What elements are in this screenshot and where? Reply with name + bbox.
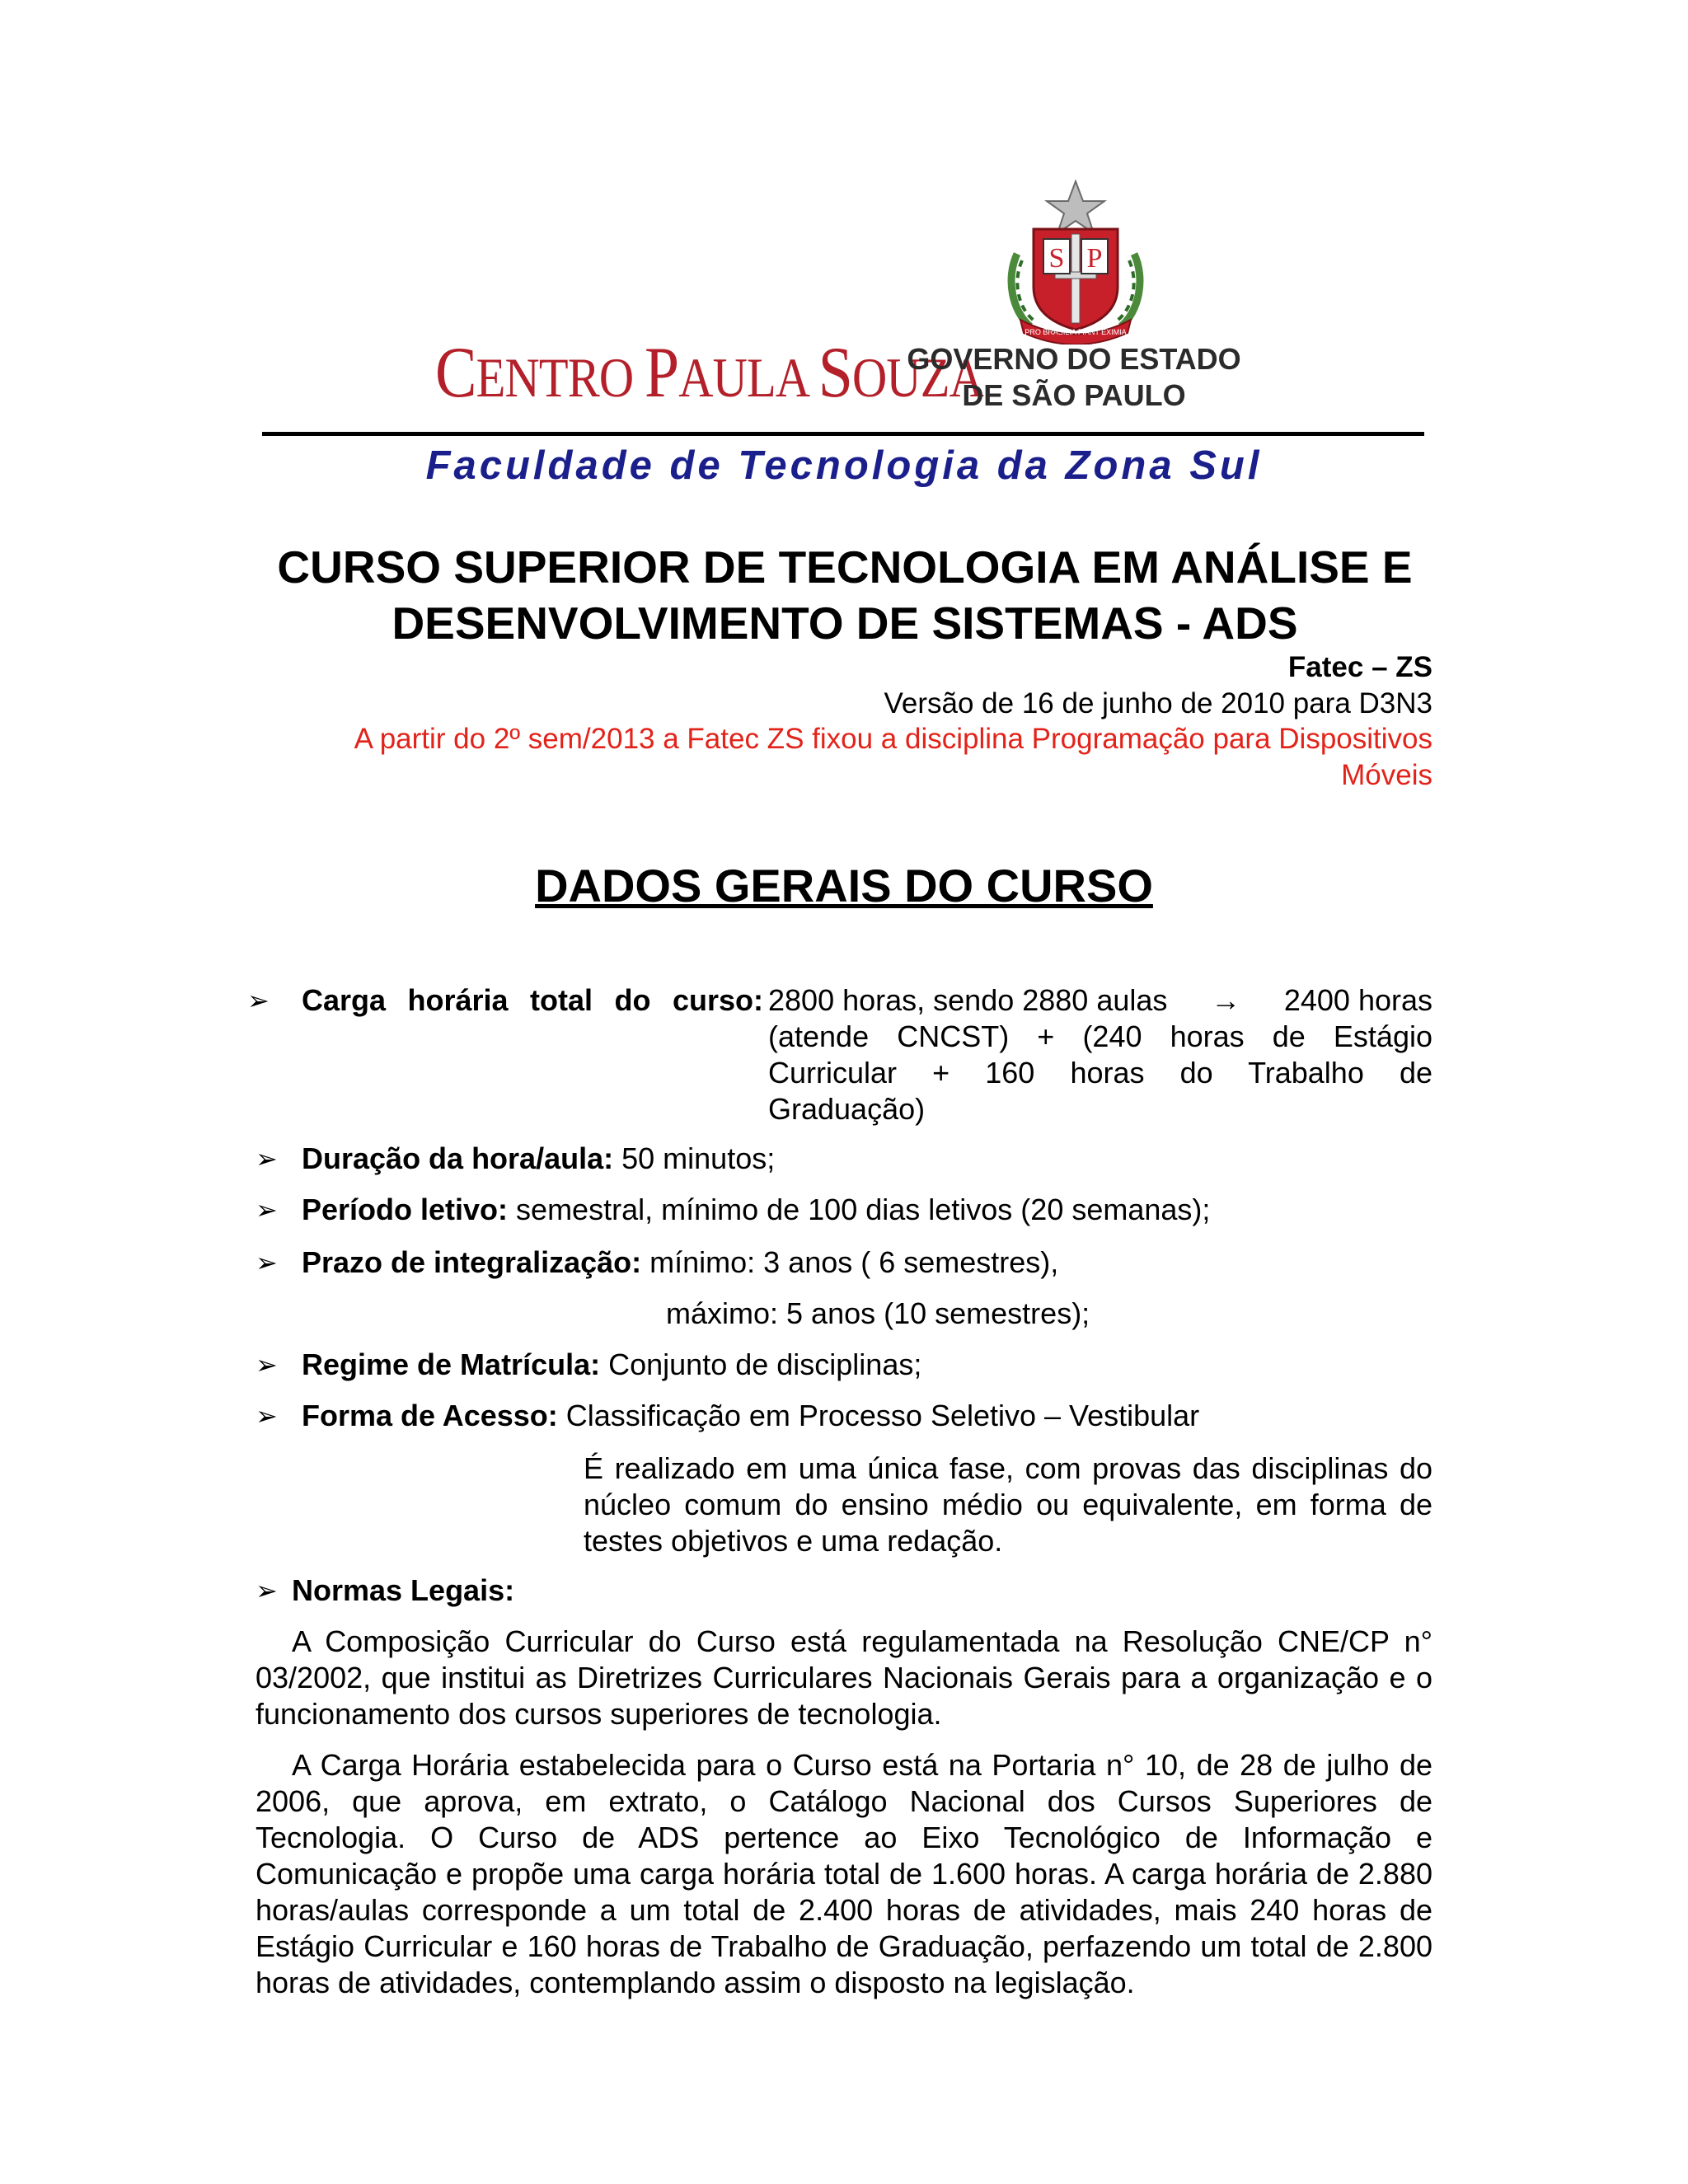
bullet-icon: ➢ [247, 986, 270, 1015]
notice-red [196, 721, 1432, 794]
prazo-value-2: máximo: 5 anos (10 semestres); [666, 1296, 1090, 1330]
bullet-icon: ➢ [256, 1248, 278, 1277]
section-title: DADOS GERAIS DO CURSO [535, 860, 1153, 912]
notice-line-2: Móveis [1341, 759, 1432, 791]
version-line: Versão de 16 de junho de 2010 para D3N3 [884, 687, 1432, 719]
bullet-icon: ➢ [256, 1195, 278, 1225]
regime-value: Conjunto de disciplinas; [608, 1347, 922, 1381]
periodo-label: Período letivo: [302, 1193, 509, 1226]
gov-line-1: GOVERNO DO ESTADO [907, 342, 1241, 376]
duracao-value: 50 minutos; [621, 1141, 776, 1175]
carga-value-rest: (atende CNCST) + (240 horas de Estágio Curricular + 160 horas do Trabalho de Graduação) [768, 1019, 1432, 1126]
forma-label: Forma de Acesso: [302, 1399, 558, 1432]
carga-value-line-1 [768, 982, 1432, 1019]
fatec-label: Fatec – ZS [1287, 651, 1432, 683]
bullet-icon: ➢ [256, 1401, 278, 1431]
course-title-line-1: CURSO SUPERIOR DE TECNOLOGIA EM ANÁLISE E [277, 541, 1413, 593]
prazo-item [302, 1244, 1058, 1281]
svg-text:P: P [1086, 243, 1103, 274]
sao-paulo-state-seal [997, 180, 1154, 344]
regime-label: Regime de Matrícula: [302, 1347, 601, 1381]
prazo-label: Prazo de integralização: [302, 1245, 642, 1279]
notice-line-1: A partir do 2º sem/2013 a Fatec ZS fixou a disciplina Programação para Dispositivos [354, 723, 1432, 755]
forma-item [302, 1398, 1199, 1434]
normas-label: Normas Legais: [292, 1573, 515, 1607]
carga-label: Carga horária total do curso: [302, 983, 763, 1017]
forma-detail: É realizado em uma única fase, com provas das disciplinas do núcleo comum do ensino médio ou equivalente, em forma de testes objetivos e uma redação. [584, 1451, 1432, 1558]
bullet-icon: ➢ [256, 1350, 278, 1380]
course-title-line-2: DESENVOLVIMENTO DE SISTEMAS - ADS [392, 598, 1298, 649]
bullet-icon: ➢ [256, 1144, 278, 1174]
governo-sp-logo-text [889, 341, 1259, 414]
centro-paula-souza-logo: CENTRO PAULA SOUZA [435, 333, 983, 413]
arrow-icon: → [1211, 983, 1241, 1017]
periodo-value: semestral, mínimo de 100 dias letivos (20 semanas); [516, 1193, 1211, 1226]
faculdade-name: Faculdade de Tecnologia da Zona Sul [425, 443, 1263, 488]
seal-star-icon [1047, 181, 1104, 233]
svg-text:S: S [1048, 243, 1065, 274]
paragraph-portaria: A Carga Horária estabelecida para o Curso está na Portaria n° 10, de 28 de julho de 2006, que aprova, em extrato, o Catálogo Nacional dos Cursos Superiores de Tecnologia. O Curso de ADS pertence ao Eixo Tecnológico de Informação e Comunicação e propõe uma carga horária total de 1.600 horas. A carga horária de 2.880 horas/aulas corresponde a um total de 2.400 horas de atividades, mais 240 horas de Estágio Curricular e 160 horas de Trabalho de Graduação, perfazendo um total de 2.800 horas de atividades, contemplando assim o disposto na legislação. [256, 1748, 1432, 1999]
carga-value-a: 2800 horas, sendo 2880 aulas [768, 983, 1168, 1017]
regime-item [302, 1347, 921, 1383]
carga-value-b: 2400 horas [1283, 983, 1432, 1017]
gov-line-2: DE SÃO PAULO [962, 378, 1186, 412]
bullet-icon: ➢ [256, 1576, 278, 1605]
periodo-item [302, 1192, 1210, 1228]
course-title [206, 539, 1484, 651]
svg-text:PRO BRASILIA FIANT EXIMIA: PRO BRASILIA FIANT EXIMIA [1025, 328, 1127, 336]
header-divider [262, 432, 1424, 436]
duracao-item [302, 1141, 775, 1177]
prazo-value: mínimo: 3 anos ( 6 semestres), [649, 1245, 1059, 1279]
forma-value: Classificação em Processo Seletivo – Vestibular [565, 1399, 1200, 1432]
duracao-label: Duração da hora/aula: [302, 1141, 614, 1175]
paragraph-resolucao: A Composição Curricular do Curso está regulamentada na Resolução CNE/CP n° 03/2002, que institui as Diretrizes Curriculares Nacionais Gerais para a organização e o funcionamento dos cursos superiores de tecnologia. [256, 1624, 1432, 1731]
